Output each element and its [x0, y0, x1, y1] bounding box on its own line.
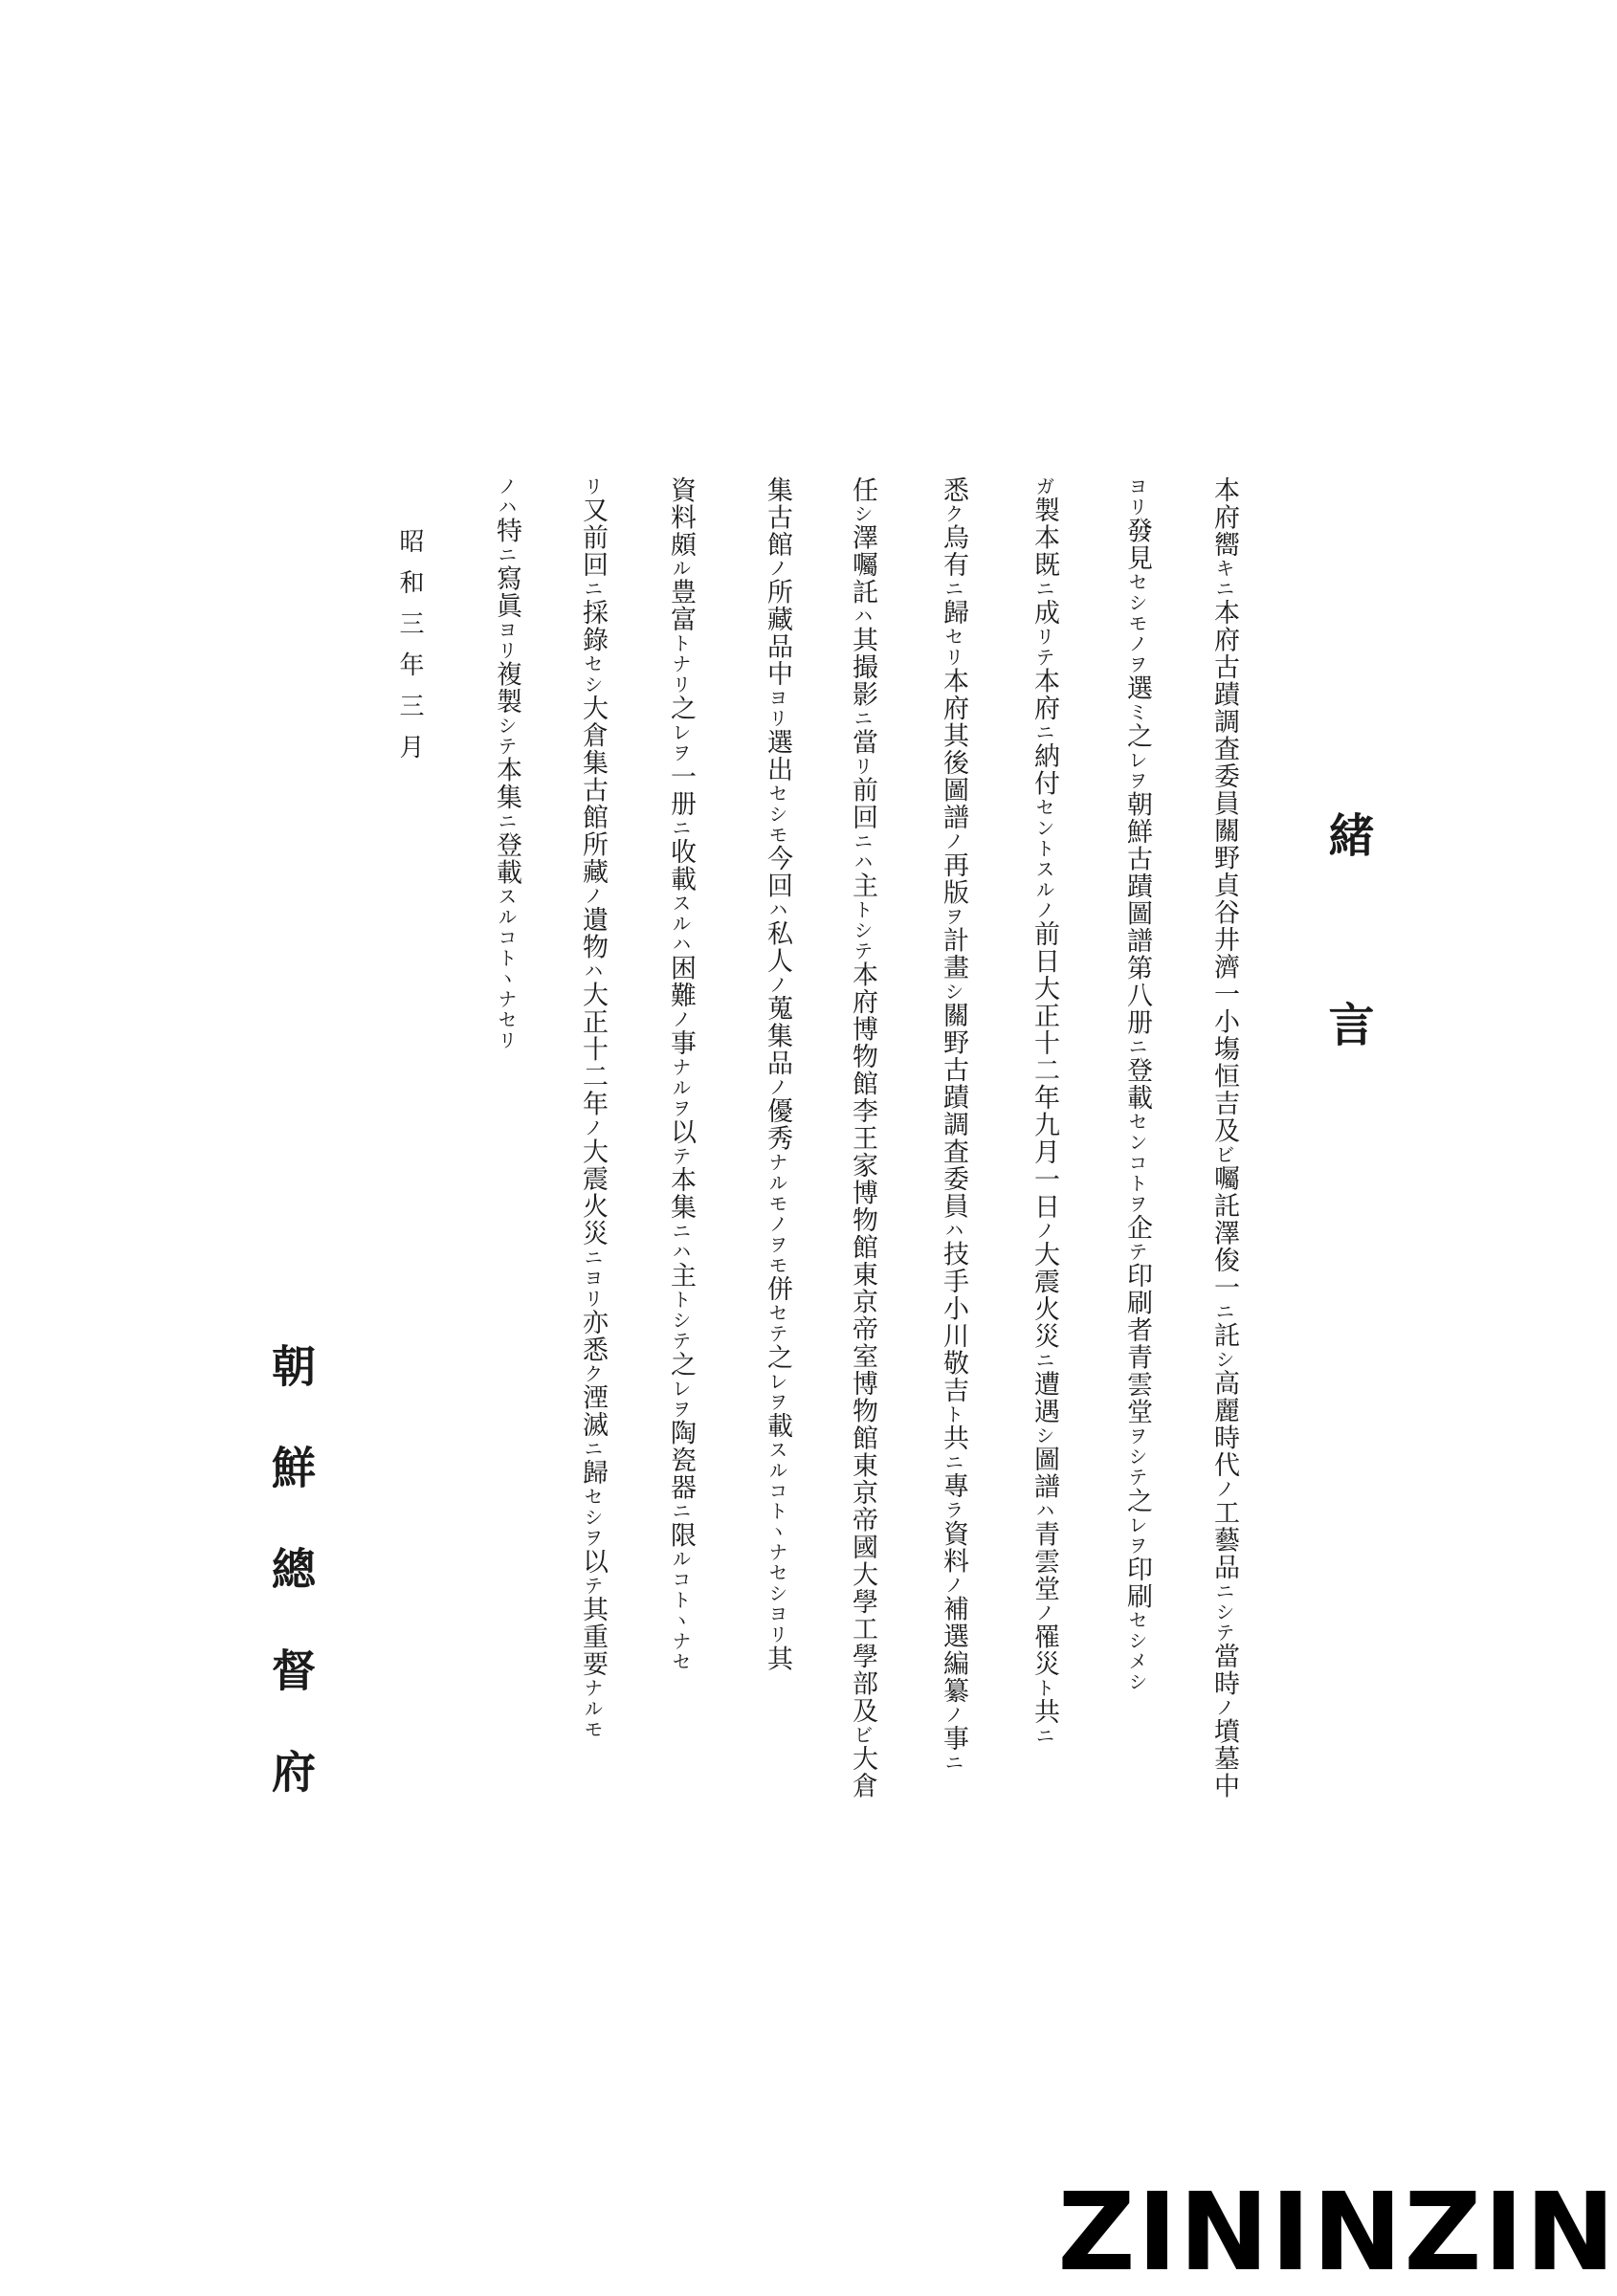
body-column-1: 本府嚮キニ本府古蹟調査委員關野貞谷井濟一小塲恒吉及ビ囑託澤俊一ニ託シ高麗時代ノ工藝品ニシテ當時ノ墳墓中	[1209, 476, 1239, 1800]
body-column-2: ヨリ發見セシモノヲ選ミ之レヲ朝鮮古蹟圖譜第八册ニ登載センコトヲ企テ印刷者青雲堂ヲシテ之レヲ印刷セシメシ	[1122, 476, 1152, 1693]
watermark-text: ZININZIN	[1057, 2171, 1617, 2295]
body-column-9: ノハ特ニ寫眞ヨリ複製シテ本集ニ登載スルコトヽナセリ	[492, 476, 521, 1051]
body-column-4: 悉ク烏有ニ歸セリ本府其後圖譜ノ再版ヲ計畫シ關野古蹟調査委員ハ技手小川敬吉ト共ニ專ラ資料ノ補選編纂ノ事ニ	[939, 476, 968, 1774]
body-column-7: 資料頗ル豊富トナリ之レヲ一册ニ收載スルハ困難ノ事ナルヲ以テ本集ニハ主トシテ之レヲ陶瓷器ニ限ルコトヽナセ	[666, 476, 696, 1673]
preface-title: 緒言	[1320, 811, 1374, 1190]
publisher-column: 朝鮮總督府	[265, 1343, 317, 1850]
body-column-5: 任シ澤囑託ハ其撮影ニ當リ前回ニハ主トシテ本府博物館李王家博物館東京帝室博物館東京帝國大學工學部及ビ大倉	[848, 476, 877, 1800]
body-column-6: 集古館ノ所藏品中ヨリ選出セシモ今回ハ私人ノ蒐集品ノ優秀ナルモノヲモ併セテ之レヲ載スルコトヽナセシヨリ其	[763, 476, 792, 1673]
body-column-3: ガ製本既ニ成リテ本府ニ納付セントスルノ前日大正十二年九月一日ノ大震火災ニ遭遇シ圖譜ハ青雲堂ノ罹災ト共ニ	[1030, 476, 1059, 1747]
body-column-8: リ又前回ニ採錄セシ大倉集古館所藏ノ遺物ハ大正十二年ノ大震火災ニヨリ亦悉ク湮滅ニ歸セシヲ以テ其重要ナルモ	[578, 476, 608, 1740]
date-column: 昭和三年三月	[395, 528, 424, 775]
